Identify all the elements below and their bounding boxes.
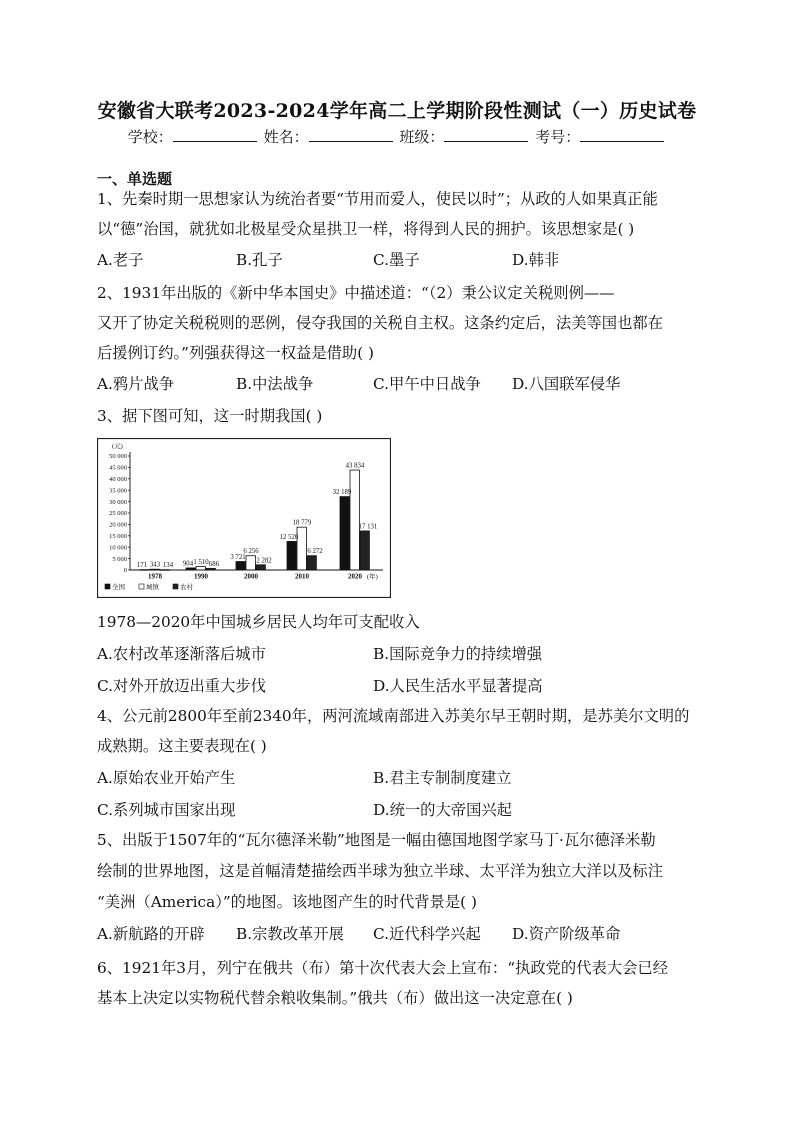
q5-line-3: “美洲（America）”的地图。该地图产生的时代背景是( )	[97, 893, 477, 911]
name-blank[interactable]	[309, 128, 393, 142]
q2-option-c[interactable]: C.甲午中日战争	[373, 375, 481, 393]
q4-option-c[interactable]: C.系列城市国家出现	[97, 801, 236, 819]
q3-chart-caption: 1978—2020年中国城乡居民人均年可支配收入	[97, 613, 420, 631]
y-tick-label: 25 000	[109, 510, 127, 518]
q5-line-2: 绘制的世界地图，这是首幅清楚描绘西半球为独立半球、太平洋为独立大洋以及标注	[97, 862, 663, 880]
q3-option-d[interactable]: D.人民生活水平显著提高	[373, 677, 543, 695]
section-heading: 一、单选题	[97, 170, 173, 188]
q5-option-c[interactable]: C.近代科学兴起	[373, 925, 481, 943]
q3-option-b[interactable]: B.国际竞争力的持续增强	[373, 645, 543, 663]
q1-line-2: 以“德”治国，就犹如北极星受众星拱卫一样，将得到人民的拥护。该思想家是( )	[97, 220, 635, 238]
school-blank[interactable]	[173, 128, 257, 142]
y-tick-label: 40 000	[109, 476, 127, 483]
x-axis-unit: (年)	[367, 573, 378, 581]
legend-swatch-农村	[173, 584, 178, 589]
q6-line-1: 6、1921年3月，列宁在俄共（布）第十次代表大会上宣布：“执政党的代表大会已经	[97, 959, 669, 977]
class-blank[interactable]	[444, 128, 528, 142]
value-label-全国-2010: 12 520	[279, 533, 299, 541]
y-tick-label: 5 000	[112, 555, 127, 563]
x-tick-label: 1990	[194, 572, 208, 581]
y-tick-label: 45 000	[109, 464, 127, 472]
q4-option-b[interactable]: B.君主专制制度建立	[373, 769, 512, 787]
bar-全国-2020	[340, 497, 349, 570]
q1-option-c[interactable]: C.墨子	[373, 251, 420, 269]
q2-line-3: 后援例订约。”列强获得这一权益是借助( )	[97, 344, 375, 362]
q1-option-b[interactable]: B.孔子	[236, 251, 283, 269]
q3-option-a[interactable]: A.农村改革逐渐落后城市	[97, 645, 266, 663]
x-tick-label: 1978	[148, 572, 162, 581]
exam-number-blank[interactable]	[580, 128, 664, 142]
y-tick-label: 30 000	[109, 498, 127, 506]
value-label-城镇-1978: 343	[149, 561, 161, 569]
q5-option-d[interactable]: D.资产阶级革命	[512, 925, 621, 943]
q1-line-1: 1、先秦时期一思想家认为统治者要“节用而爱人，使民以时”；从政的人如果真正能	[97, 190, 658, 208]
value-label-城镇-2010: 18 779	[292, 519, 312, 527]
q5-option-b[interactable]: B.宗教改革开展	[236, 925, 344, 943]
q6-line-2: 基本上决定以实物税代替余粮收集制。”俄共（布）做出这一决定意在( )	[97, 989, 573, 1007]
q2-line-1: 2、1931年出版的《新中华本国史》中描述道：“（2）秉公议定关税则例——	[97, 284, 615, 302]
q4-line-1: 4、公元前2800年至前2340年，两河流域南部进入苏美尔早王朝时期，是苏美尔文明的	[97, 707, 690, 725]
q4-option-d[interactable]: D.统一的大帝国兴起	[373, 801, 512, 819]
value-label-农村-2000: 2 282	[256, 557, 272, 565]
value-label-农村-1978: 134	[162, 562, 174, 570]
bar-城镇-2020	[350, 470, 359, 570]
q5-line-1: 5、出版于1507年的“瓦尔德泽米勒”地图是一幅由德国地图学家马丁·瓦尔德泽米勒	[97, 831, 656, 849]
legend-label-全国: 全国	[112, 584, 125, 591]
class-label: 班级：	[399, 128, 445, 146]
value-label-全国-2020: 32 189	[332, 489, 352, 497]
value-label-城镇-2020: 43 834	[345, 462, 365, 470]
student-info-row	[0, 126, 794, 147]
q2-option-b[interactable]: B.中法战争	[236, 375, 314, 393]
q5-option-a[interactable]: A.新航路的开辟	[97, 925, 205, 943]
y-axis-unit: (元)	[112, 443, 123, 450]
legend-label-城镇: 城镇	[146, 584, 159, 591]
legend-label-农村: 农村	[180, 584, 193, 591]
x-tick-label: 2010	[295, 572, 309, 581]
value-label-全国-1978: 171	[136, 562, 148, 570]
q4-option-a[interactable]: A.原始农业开始产生	[97, 769, 236, 787]
q1-option-a[interactable]: A.老子	[97, 251, 144, 269]
q2-option-a[interactable]: A.鸦片战争	[97, 375, 175, 393]
school-label: 学校：	[127, 128, 173, 146]
q3-option-c[interactable]: C.对外开放迈出重大步伐	[97, 677, 266, 695]
value-label-全国-2000: 3 721	[230, 554, 246, 562]
name-label: 姓名：	[263, 128, 309, 146]
legend-swatch-城镇	[139, 584, 144, 589]
q2-option-d[interactable]: D.八国联军侵华	[512, 375, 621, 393]
q1-option-d[interactable]: D.韩非	[512, 251, 560, 269]
value-label-城镇-1990: 1 510	[193, 559, 209, 567]
value-label-农村-1990: 686	[208, 560, 220, 568]
bar-全国-2010	[287, 541, 296, 570]
bar-农村-2010	[307, 556, 316, 570]
value-label-农村-2010: 6 272	[307, 548, 323, 556]
value-label-农村-2020: 17 131	[358, 523, 378, 531]
bar-农村-2020	[360, 531, 369, 570]
q4-line-2: 成熟期。这主要表现在( )	[97, 737, 267, 755]
bar-城镇-2010	[297, 527, 306, 570]
q3-line-1: 3、据下图可知，这一时期我国( )	[97, 407, 323, 425]
x-tick-label: 2020	[348, 572, 362, 581]
exam-number-label: 考号：	[535, 128, 581, 146]
legend-swatch-全国	[105, 584, 110, 589]
y-tick-label: 15 000	[109, 533, 127, 540]
y-tick-label: 20 000	[109, 521, 127, 529]
bar-农村-2000	[256, 565, 265, 570]
bar-城镇-1990	[196, 567, 205, 570]
bar-全国-2000	[236, 562, 245, 570]
y-tick-label: 10 000	[109, 544, 127, 552]
value-label-城镇-2000: 6 256	[243, 548, 259, 556]
x-tick-label: 2000	[244, 572, 258, 581]
y-tick-label: 0	[123, 567, 127, 575]
y-tick-label: 50 000	[109, 453, 127, 461]
y-tick-label: 35 000	[109, 487, 127, 495]
income-bar-chart	[97, 438, 391, 598]
value-label-全国-1990: 904	[182, 560, 194, 568]
q2-line-2: 又开了协定关税税则的恶例，侵夺我国的关税自主权。这条约定后，法美等国也都在	[97, 314, 663, 332]
page-title: 安徽省大联考2023-2024学年高二上学期阶段性测试（一）历史试卷	[97, 100, 697, 122]
bar-城镇-2000	[246, 556, 255, 570]
